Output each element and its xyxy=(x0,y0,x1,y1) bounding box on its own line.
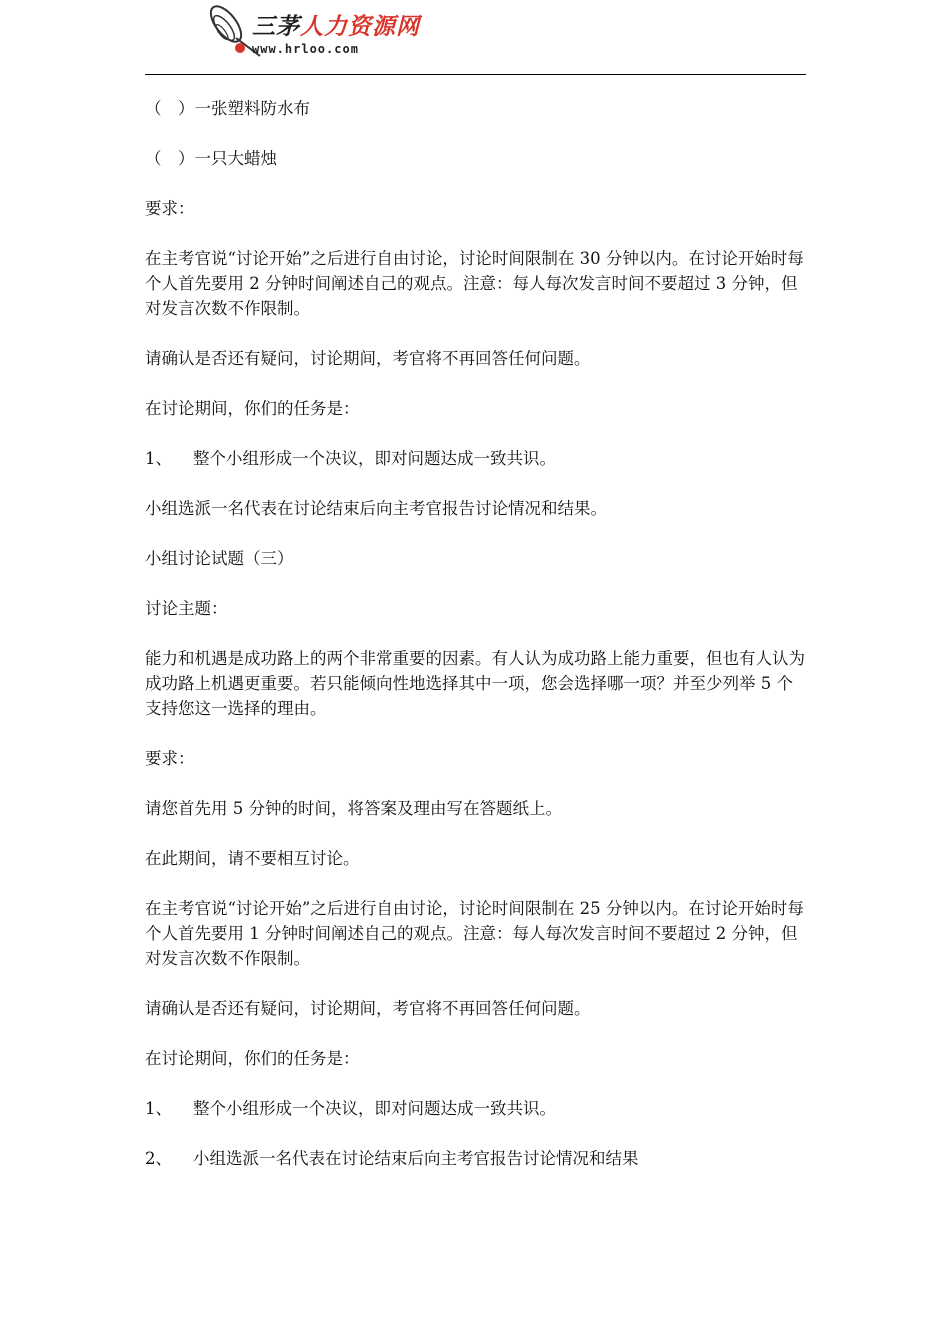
paragraph: （ ）一张塑料防水布 xyxy=(145,99,310,118)
list-item xyxy=(145,1096,807,1121)
paragraph: 能力和机遇是成功路上的两个非常重要的因素。有人认为成功路上能力重要，但也有人认为成功路上机遇更重要。若只能倾向性地选择其中一项，您会选择哪一项？并至少列举 5 个支持您这一选择的理由。 xyxy=(145,649,805,718)
list-text: 整个小组形成一个决议，即对问题达成一致共识。 xyxy=(193,1099,556,1118)
list-item xyxy=(145,1146,807,1171)
page-header xyxy=(0,0,950,80)
paragraph: 请您首先用 5 分钟的时间，将答案及理由写在答题纸上。 xyxy=(145,799,562,818)
document-body xyxy=(145,96,807,1196)
logo-title-dark: 三茅 xyxy=(252,14,300,40)
paragraph: 请确认是否还有疑问，讨论期间，考官将不再回答任何问题。 xyxy=(145,349,591,368)
list-number: 1、 xyxy=(145,449,172,468)
logo-url: www.hrloo.com xyxy=(252,42,359,56)
section-title: 小组讨论试题（三） xyxy=(145,549,294,568)
paragraph: 小组选派一名代表在讨论结束后向主考官报告讨论情况和结果。 xyxy=(145,499,607,518)
list-text: 整个小组形成一个决议，即对问题达成一致共识。 xyxy=(193,449,556,468)
list-item xyxy=(145,446,807,471)
paragraph: 在讨论期间，你们的任务是： xyxy=(145,399,360,418)
logo-title-red: 人力资源网 xyxy=(300,14,420,40)
paragraph: 要求： xyxy=(145,749,195,768)
paragraph: 要求： xyxy=(145,199,195,218)
paragraph: 在讨论期间，你们的任务是： xyxy=(145,1049,360,1068)
header-divider xyxy=(145,74,806,75)
list-number: 1、 xyxy=(145,1099,172,1118)
paragraph: 讨论主题： xyxy=(145,599,228,618)
list-text: 小组选派一名代表在讨论结束后向主考官报告讨论情况和结果 xyxy=(193,1149,639,1168)
list-number: 2、 xyxy=(145,1149,172,1168)
paragraph: （ ）一只大蜡烛 xyxy=(145,149,277,168)
paragraph: 在主考官说“讨论开始”之后进行自由讨论，讨论时间限制在 30 分钟以内。在讨论开始时每个人首先要用 2 分钟时间阐述自己的观点。注意：每人每次发言时间不要超过 3 分钟，但对发言次数不作限制。 xyxy=(145,249,804,318)
paragraph: 请确认是否还有疑问，讨论期间，考官将不再回答任何问题。 xyxy=(145,999,591,1018)
logo-title xyxy=(252,8,420,41)
paragraph: 在此期间，请不要相互讨论。 xyxy=(145,849,360,868)
paragraph: 在主考官说“讨论开始”之后进行自由讨论，讨论时间限制在 25 分钟以内。在讨论开始时每个人首先要用 1 分钟时间阐述自己的观点。注意：每人每次发言时间不要超过 2 分钟，但对发言次数不作限制。 xyxy=(145,899,804,968)
